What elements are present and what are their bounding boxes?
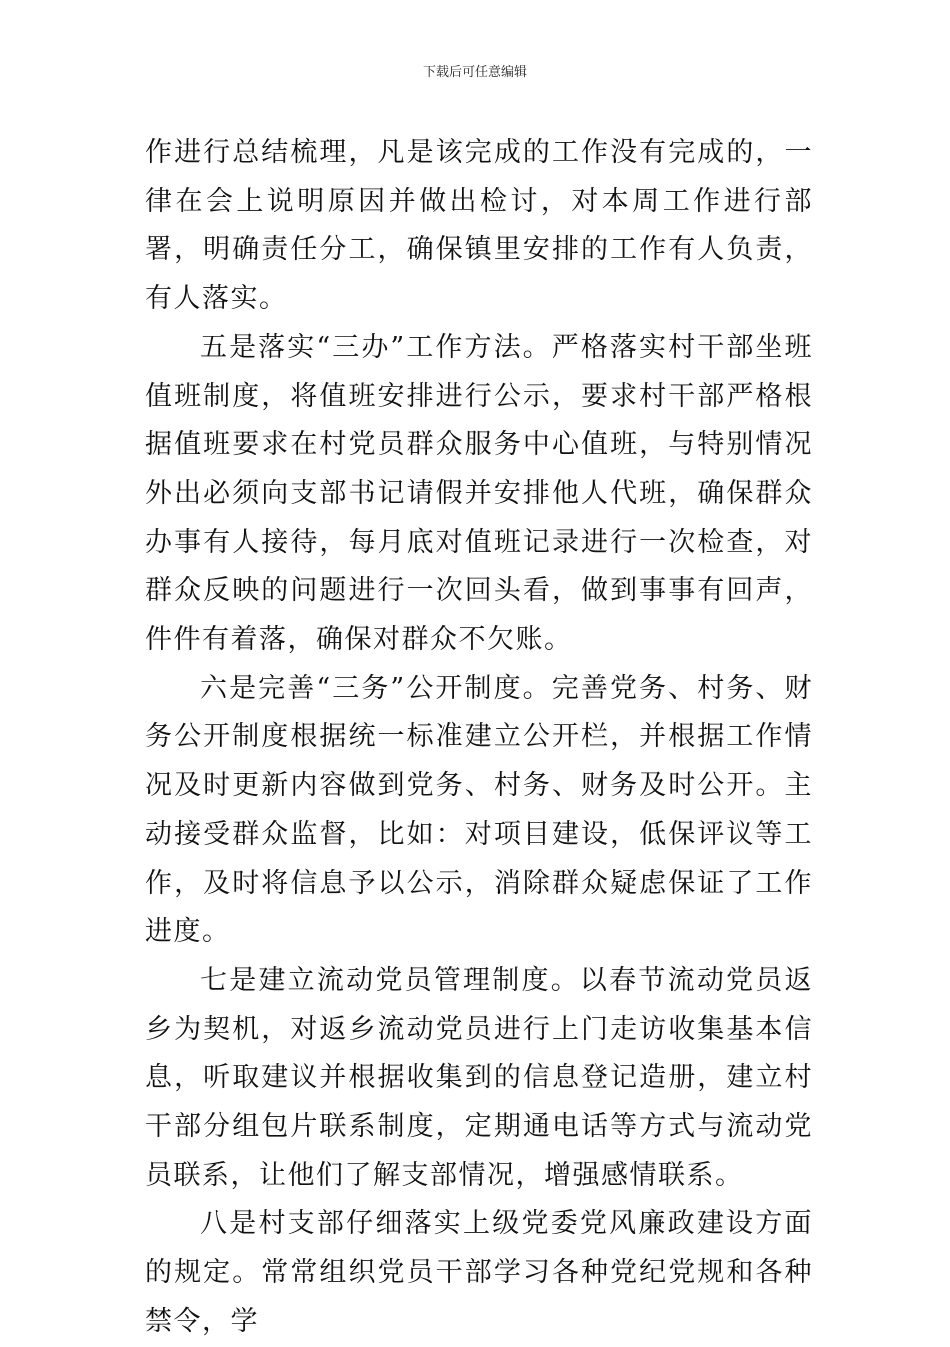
paragraph-item-8: 八是村支部仔细落实上级党委党风廉政建设方面的规定。常常组织党员干部学习各种党纪党规和各种禁令，学 xyxy=(145,1208,813,1337)
paragraph-item-6: 六是完善“三务”公开制度。完善党务、村务、财务公开制度根据统一标准建立公开栏，并根据工作情况及时更新内容做到党务、村务、财务及时公开。主动接受群众监督，比如：对项目建设，低保评议等工作，及时将信息予以公示，消除群众疑虑保证了工作进度。 xyxy=(145,672,813,948)
paragraph-continuation: 作进行总结梳理，凡是该完成的工作没有完成的，一律在会上说明原因并做出检讨，对本周工作进行部署，明确责任分工，确保镇里安排的工作有人负责，有人落实。 xyxy=(145,137,813,315)
paragraph-item-7: 七是建立流动党员管理制度。以春节流动党员返乡为契机，对返乡流动党员进行上门走访收集基本信息，听取建议并根据收集到的信息登记造册，建立村干部分组包片联系制度，定期通电话等方式与流动党员联系，让他们了解支部情况，增强感情联系。 xyxy=(145,964,813,1191)
page-header: 下载后可任意编辑 xyxy=(422,65,527,80)
document-body xyxy=(145,129,813,1347)
paragraph-item-5: 五是落实“三办”工作方法。严格落实村干部坐班值班制度，将值班安排进行公示，要求村干部严格根据值班要求在村党员群众服务中心值班，与特别情况外出必须向支部书记请假并安排他人代班，确保群众办事有人接待，每月底对值班记录进行一次检查，对群众反映的问题进行一次回头看，做到事事有回声，件件有着落，确保对群众不欠账。 xyxy=(145,331,813,656)
